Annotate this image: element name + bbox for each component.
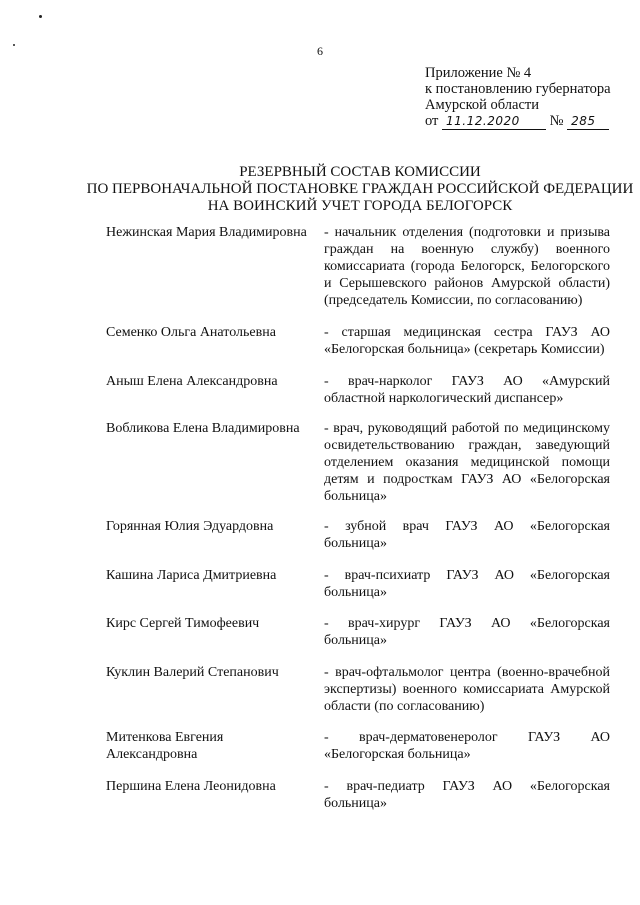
member-name: Кирс Сергей Тимофеевич <box>106 616 260 631</box>
handwritten-date: 11.12.2020 <box>442 113 546 130</box>
date-prefix: от <box>425 113 439 129</box>
document-title <box>60 164 640 215</box>
member-name: Першина Елена Леонидовна <box>106 779 276 794</box>
scan-speck <box>39 15 42 18</box>
member-name: Куклин Валерий Степанович <box>106 665 279 680</box>
member-name: Аныш Елена Александровна <box>106 374 278 389</box>
member-name: Горянная Юлия Эдуардовна <box>106 519 274 534</box>
appendix-reference: к постановлению губернатора <box>425 81 611 97</box>
number-prefix: № <box>549 113 564 129</box>
member-name: Семенко Ольга Анатольевна <box>106 325 276 340</box>
member-name: Нежинская Мария Владимировна <box>106 225 307 240</box>
appendix-header <box>425 65 625 130</box>
appendix-region: Амурской области <box>425 97 539 113</box>
appendix-date-line <box>425 113 625 130</box>
member-role: - врач-офтальмолог центра (военно-врачебной экспертизы) военного комиссариата Амурской области (по согласованию) <box>324 665 610 714</box>
member-role: - врач-дерматовенеролог ГАУЗ АО «Белогорская больница» <box>324 730 610 762</box>
member-role: - врач-педиатр ГАУЗ АО «Белогорская больница» <box>324 779 610 811</box>
member-role: - врач-нарколог ГАУЗ АО «Амурский областной наркологический диспансер» <box>324 374 610 406</box>
member-name: Вобликова Елена Владимировна <box>106 421 300 436</box>
member-role: - врач-психиатр ГАУЗ АО «Белогорская больница» <box>324 568 610 600</box>
member-role: - врач-хирург ГАУЗ АО «Белогорская больница» <box>324 616 610 648</box>
handwritten-number: 285 <box>567 113 609 130</box>
title-line-3: НА ВОИНСКИЙ УЧЕТ ГОРОДА БЕЛОГОРСК <box>207 198 513 214</box>
member-role: - старшая медицинская сестра ГАУЗ АО «Белогорская больница» (секретарь Комиссии) <box>324 325 610 357</box>
title-line-2: ПО ПЕРВОНАЧАЛЬНОЙ ПОСТАНОВКЕ ГРАЖДАН РОССИЙСКОЙ ФЕДЕРАЦИИ <box>86 181 634 197</box>
member-name: Кашина Лариса Дмитриевна <box>106 568 277 583</box>
page-number: 6 <box>317 44 323 58</box>
member-role: - врач, руководящий работой по медицинскому освидетельствованию граждан, заведующий отделением оказания медицинской помощи детям и подросткам ГАУЗ АО «Белогорская больница» <box>324 421 610 504</box>
title-line-1: РЕЗЕРВНЫЙ СОСТАВ КОМИССИИ <box>239 164 481 180</box>
member-name: Митенкова Евгения Александровна <box>106 730 224 762</box>
appendix-title: Приложение № 4 <box>425 65 532 81</box>
member-role: - начальник отделения (подготовки и призыва граждан на военную службу) военного комиссариата (города Белогорск, Белогорского и Серышевского районов Амурской области) (председатель Комиссии, по согласованию) <box>324 225 610 308</box>
member-role: - зубной врач ГАУЗ АО «Белогорская больница» <box>324 519 610 551</box>
